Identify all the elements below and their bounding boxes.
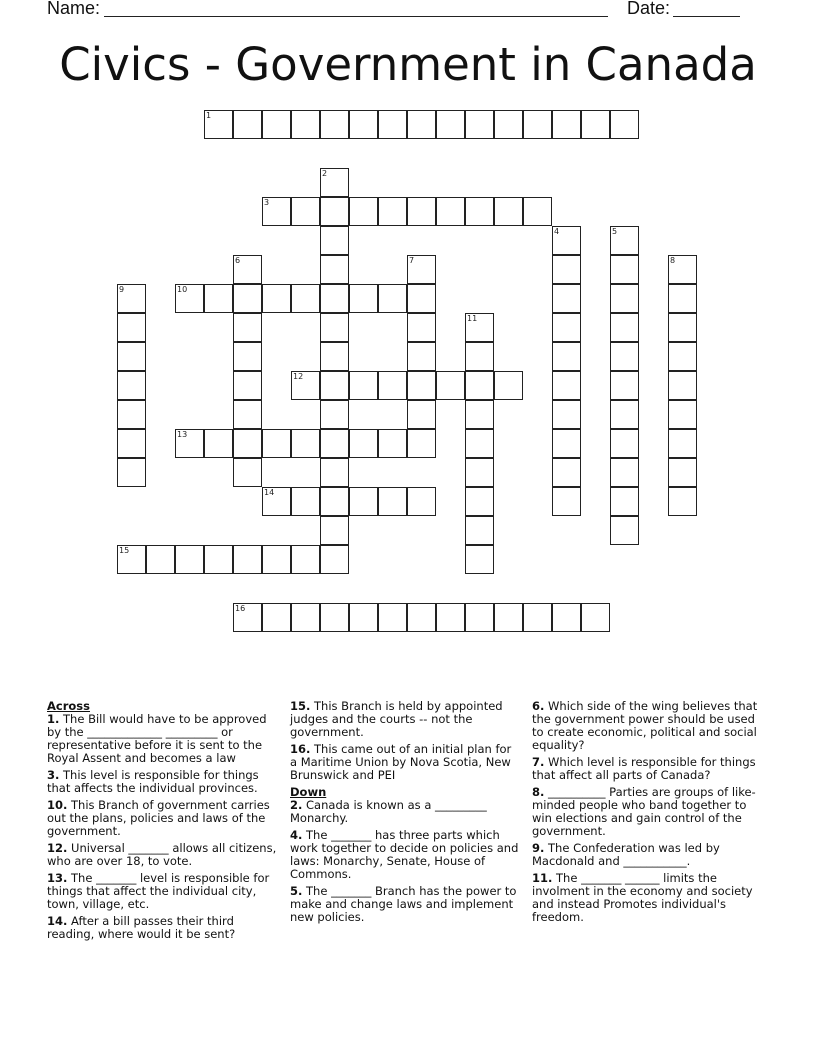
grid-cell[interactable] <box>494 603 523 632</box>
grid-cell[interactable] <box>320 487 349 516</box>
grid-cell[interactable] <box>117 342 146 371</box>
grid-cell[interactable] <box>262 429 291 458</box>
grid-cell[interactable] <box>378 429 407 458</box>
grid-cell[interactable] <box>552 342 581 371</box>
date-label: Date: <box>627 0 671 18</box>
clue-across-1: 1. The Bill would have to be approved by the _____________ _________ or representative before it is sent to the Royal Assent and becomes a law <box>47 712 267 765</box>
grid-cell[interactable] <box>378 487 407 516</box>
grid-cell[interactable] <box>320 400 349 429</box>
grid-cell[interactable] <box>117 400 146 429</box>
grid-cell[interactable] <box>407 313 436 342</box>
grid-cell[interactable] <box>378 603 407 632</box>
grid-cell[interactable] <box>378 371 407 400</box>
grid-cell[interactable] <box>117 458 146 487</box>
clue-number: 10 <box>177 285 188 294</box>
grid-cell[interactable] <box>407 603 436 632</box>
grid-cell[interactable] <box>320 284 349 313</box>
grid-cell[interactable] <box>523 197 552 226</box>
clue-number: 9 <box>119 285 125 294</box>
grid-cell[interactable] <box>291 487 320 516</box>
grid-cell[interactable] <box>465 516 494 545</box>
clue-across-16: 16. This came out of an initial plan for a Maritime Union by Nova Scotia, New Brunswick and PEI <box>290 742 512 782</box>
grid-cell[interactable] <box>494 371 523 400</box>
grid-cell[interactable] <box>291 110 320 139</box>
grid-cell[interactable] <box>494 197 523 226</box>
grid-cell[interactable] <box>320 313 349 342</box>
grid-cell[interactable] <box>610 487 639 516</box>
grid-cell[interactable] <box>407 197 436 226</box>
grid-cell[interactable] <box>378 197 407 226</box>
grid-cell[interactable] <box>320 545 349 574</box>
grid-cell[interactable] <box>668 458 697 487</box>
grid-cell[interactable] <box>233 545 262 574</box>
grid-cell[interactable] <box>378 110 407 139</box>
page-title: Civics - Government in Canada <box>59 38 757 91</box>
grid-cell[interactable] <box>610 284 639 313</box>
clue-down-2: 2. Canada is known as a _________ Monarchy. <box>290 798 487 825</box>
down-heading: Down <box>290 785 327 799</box>
grid-cell[interactable] <box>233 313 262 342</box>
grid-cell[interactable] <box>552 255 581 284</box>
clue-across-13: 13. The _______ level is responsible for things that affect the individual city, town, village, etc. <box>47 871 270 911</box>
clue-down-11: 11. The _______ ______ limits the involment in the economy and society and instead Promotes individual's freedom. <box>532 871 753 924</box>
grid-cell[interactable] <box>668 284 697 313</box>
name-label: Name: <box>47 0 101 18</box>
grid-cell[interactable] <box>320 110 349 139</box>
grid-cell[interactable] <box>349 487 378 516</box>
grid-cell[interactable] <box>349 429 378 458</box>
grid-cell[interactable] <box>320 458 349 487</box>
grid-cell[interactable] <box>320 429 349 458</box>
grid-cell[interactable] <box>668 429 697 458</box>
grid-cell[interactable] <box>320 603 349 632</box>
clue-across-12: 12. Universal _______ allows all citizens, who are over 18, to vote. <box>47 841 277 868</box>
grid-cell[interactable] <box>349 197 378 226</box>
grid-cell[interactable] <box>233 400 262 429</box>
grid-cell[interactable] <box>262 110 291 139</box>
grid-cell[interactable] <box>465 545 494 574</box>
grid-cell[interactable] <box>465 429 494 458</box>
clue-number: 8 <box>670 256 676 265</box>
clue-number: 3 <box>264 198 270 207</box>
grid-cell[interactable] <box>668 400 697 429</box>
grid-cell[interactable] <box>465 400 494 429</box>
grid-cell[interactable] <box>204 545 233 574</box>
clue-down-9: 9. The Confederation was led by Macdonald and ___________. <box>532 841 720 868</box>
grid-cell[interactable] <box>262 284 291 313</box>
clue-across-14: 14. After a bill passes their third reading, where would it be sent? <box>47 914 236 941</box>
grid-cell[interactable] <box>523 603 552 632</box>
clue-down-6: 6. Which side of the wing believes that the government power should be used to create economic, political and social equality? <box>532 699 758 752</box>
grid-cell[interactable] <box>610 110 639 139</box>
grid-cell[interactable] <box>552 284 581 313</box>
grid-cell[interactable] <box>291 197 320 226</box>
grid-cell[interactable] <box>291 284 320 313</box>
grid-cell[interactable] <box>552 400 581 429</box>
grid-cell[interactable] <box>117 429 146 458</box>
grid-cell[interactable] <box>407 429 436 458</box>
clue-number: 12 <box>293 372 304 381</box>
grid-cell[interactable] <box>349 371 378 400</box>
grid-cell[interactable] <box>407 400 436 429</box>
grid-cell[interactable] <box>320 255 349 284</box>
grid-cell[interactable] <box>349 284 378 313</box>
grid-cell[interactable] <box>407 487 436 516</box>
grid-cell[interactable] <box>320 226 349 255</box>
clue-number: 13 <box>177 430 188 439</box>
clue-across-15: 15. This Branch is held by appointed judges and the courts -- not the government. <box>290 699 503 739</box>
grid-cell[interactable] <box>465 371 494 400</box>
clue-number: 7 <box>409 256 415 265</box>
grid-cell[interactable] <box>668 342 697 371</box>
grid-cell[interactable] <box>465 110 494 139</box>
grid-cell[interactable] <box>552 371 581 400</box>
grid-cell[interactable] <box>436 110 465 139</box>
grid-cell[interactable] <box>436 197 465 226</box>
grid-cell[interactable] <box>465 458 494 487</box>
grid-cell[interactable] <box>552 603 581 632</box>
clues-section <box>0 700 816 1000</box>
grid-cell[interactable] <box>233 429 262 458</box>
grid-cell[interactable] <box>378 284 407 313</box>
grid-cell[interactable] <box>610 342 639 371</box>
grid-cell[interactable] <box>465 603 494 632</box>
grid-cell[interactable] <box>320 371 349 400</box>
grid-cell[interactable] <box>407 284 436 313</box>
grid-cell[interactable] <box>291 429 320 458</box>
grid-cell[interactable] <box>291 603 320 632</box>
clue-across-10: 10. This Branch of government carries out the plans, policies and laws of the government. <box>47 798 270 838</box>
grid-cell[interactable] <box>233 458 262 487</box>
grid-cell[interactable] <box>523 110 552 139</box>
grid-cell[interactable] <box>552 429 581 458</box>
grid-cell[interactable] <box>581 603 610 632</box>
grid-cell[interactable] <box>117 313 146 342</box>
grid-cell[interactable] <box>668 313 697 342</box>
grid-cell[interactable] <box>262 603 291 632</box>
grid-cell[interactable] <box>668 371 697 400</box>
grid-cell[interactable] <box>175 545 204 574</box>
grid-cell[interactable] <box>204 284 233 313</box>
clue-number: 6 <box>235 256 241 265</box>
grid-cell[interactable] <box>610 255 639 284</box>
grid-cell[interactable] <box>262 545 291 574</box>
grid-cell[interactable] <box>204 429 233 458</box>
grid-cell[interactable] <box>407 110 436 139</box>
grid-cell[interactable] <box>668 487 697 516</box>
clue-across-3: 3. This level is responsible for things that affects the individual provinces. <box>47 768 259 795</box>
grid-cell[interactable] <box>610 371 639 400</box>
grid-cell[interactable] <box>494 110 523 139</box>
grid-cell[interactable] <box>349 110 378 139</box>
grid-cell[interactable] <box>610 400 639 429</box>
clue-number: 11 <box>467 314 478 323</box>
clue-number: 15 <box>119 546 130 555</box>
grid-cell[interactable] <box>233 371 262 400</box>
grid-cell[interactable] <box>117 371 146 400</box>
grid-cell[interactable] <box>610 516 639 545</box>
grid-cell[interactable] <box>465 487 494 516</box>
grid-cell[interactable] <box>436 603 465 632</box>
grid-cell[interactable] <box>465 342 494 371</box>
clues-column-3 <box>532 700 768 928</box>
clue-number: 2 <box>322 169 328 178</box>
grid-cell[interactable] <box>552 487 581 516</box>
clues-column-1 <box>47 700 277 945</box>
grid-cell[interactable] <box>320 516 349 545</box>
grid-cell[interactable] <box>610 429 639 458</box>
clue-number: 4 <box>554 227 560 236</box>
clue-number: 1 <box>206 111 212 120</box>
grid-cell[interactable] <box>552 313 581 342</box>
grid-cell[interactable] <box>320 197 349 226</box>
grid-cell[interactable] <box>233 284 262 313</box>
clue-number: 5 <box>612 227 618 236</box>
grid-cell[interactable] <box>407 342 436 371</box>
clues-column-2 <box>290 700 520 928</box>
grid-cell[interactable] <box>349 603 378 632</box>
grid-cell[interactable] <box>436 371 465 400</box>
grid-cell[interactable] <box>146 545 175 574</box>
grid-cell[interactable] <box>291 545 320 574</box>
grid-cell[interactable] <box>407 371 436 400</box>
grid-cell[interactable] <box>610 458 639 487</box>
grid-cell[interactable] <box>320 342 349 371</box>
clue-number: 14 <box>264 488 275 497</box>
grid-cell[interactable] <box>610 313 639 342</box>
clue-down-8: 8. __________ Parties are groups of like-minded people who band together to win elections and gain control of the government. <box>532 785 756 838</box>
clue-down-5: 5. The _______ Branch has the power to make and change laws and implement new policies. <box>290 884 517 924</box>
clue-down-7: 7. Which level is responsible for things that affect all parts of Canada? <box>532 755 756 782</box>
clue-number: 16 <box>235 604 246 613</box>
grid-cell[interactable] <box>233 110 262 139</box>
grid-cell[interactable] <box>552 458 581 487</box>
clue-down-4: 4. The _______ has three parts which work together to decide on policies and laws: Monarchy, Senate, House of Commons. <box>290 828 519 881</box>
across-heading: Across <box>47 699 90 713</box>
grid-cell[interactable] <box>465 197 494 226</box>
grid-cell[interactable] <box>233 342 262 371</box>
grid-cell[interactable] <box>552 110 581 139</box>
grid-cell[interactable] <box>581 110 610 139</box>
